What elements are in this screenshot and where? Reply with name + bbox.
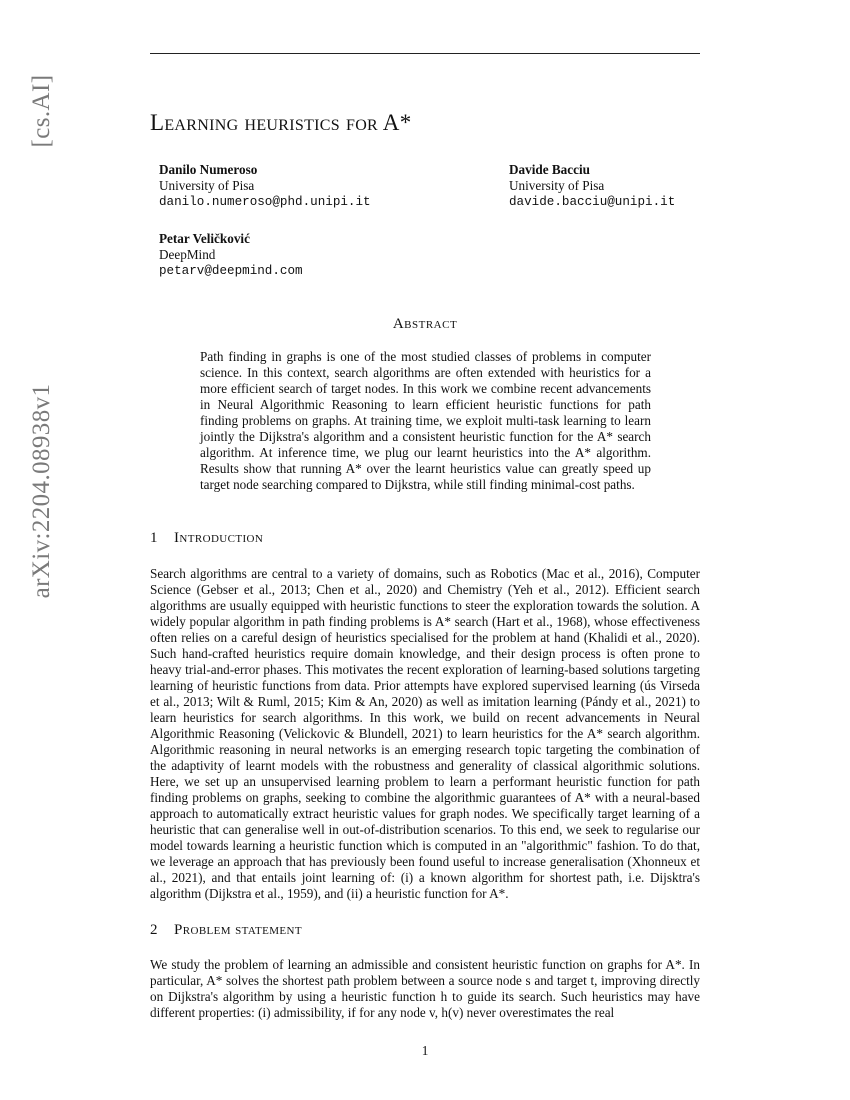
abstract-text: Path finding in graphs is one of the most studied classes of problems in computer science. In this context, search algorithms are often extended with heuristics for a more efficient search of target nodes. In this work we combine recent advancements in Neural Algorithmic Reasoning to learn efficient heuristic functions for path finding problems on graphs. At training time, we exploit multi-task learning to learn jointly the Dijkstra's algorithm and a consistent heuristic function for the A* search algorithm. At inference time, we plug our learnt heuristics into the A* algorithm. Results show that running A* over the learnt heuristics value can greatly speed up target node searching compared to Dijkstra, while still finding minimal-cost paths.: [200, 349, 651, 492]
author-block: [159, 162, 371, 210]
section-title: Problem statement: [174, 922, 303, 938]
author-affiliation: University of Pisa: [509, 178, 605, 193]
section-body: We study the problem of learning an admissible and consistent heuristic function on graphs for A*. In particular, A* solves the shortest path problem between a source node s and target t, improving directly on Dijkstra's algorithm by using a heuristic function h to guide its search. Such heuristics may have different properties: (i) admissibility, if for any node v, h(v) never overestimates the real: [150, 957, 700, 1020]
page-number: 1: [421, 1043, 429, 1058]
author-name: Danilo Numeroso: [159, 162, 258, 177]
author-email: davide.bacciu@unipi.it: [509, 195, 676, 209]
section-heading: [150, 530, 263, 547]
paper-title: Learning heuristics for A*: [150, 110, 412, 135]
section-body: Search algorithms are central to a variety of domains, such as Robotics (Mac et al., 2016), Computer Science (Gebser et al., 2013; Chen et al., 2020) and Chemistry (Yeh et al., 2012). Efficient search algorithms are usually equipped with heuristic functions to steer the exploration towards the solution. A widely popular algorithm in path finding problems is A* search (Hart et al., 1968), whose effectiveness often relies on a careful design of heuristics specialised for the problem at hand (Khalidi et al., 2020). Such hand-crafted heuristics require domain knowledge, and their design process is often prone to heavy trial-and-error phases. This motivates the recent exploration of learning-based solutions targeting learning of heuristic functions from data. Prior attempts have explored supervised learning (ús Virseda et al., 2013; Wilt & Ruml, 2015; Kim & An, 2020) as well as imitation learning (Pándy et al., 2021) to learn heuristics for search algorithms. In this work, we build on recent advancements in Neural Algorithmic Reasoning (Velickovic & Blundell, 2021) to learn heuristics for the A* search algorithm. Algorithmic reasoning in neural networks is an emerging research topic targeting the combination of the adaptivity of learnt models with the robustness and generality of classical algorithmic solutions. Here, we set up an unsupervised learning problem to learn a performant heuristic function for path finding problems on graphs, seeking to combine the algorithmic guarantees of A* with a neural-based approach to automatically extract heuristic values for graph nodes. We specifically target learning of a heuristic that can generalise well in out-of-distribution scenarios. To this end, we seek to regularise our model towards learning a heuristic function which is computed in an "algorithmic" fashion. To do that, we leverage an approach that has previously been found useful to increase generalisation (Xhonneux et al., 2021), and that entails joint learning of: (i) a known algorithm for shortest path, i.e. Dijsktra's algorithm (Dijkstra et al., 1959), and (ii) a heuristic function for A*.: [150, 566, 700, 901]
author-email: petarv@deepmind.com: [159, 264, 303, 278]
author-affiliation: University of Pisa: [159, 178, 255, 193]
section-number: 1: [150, 530, 158, 546]
author-affiliation: DeepMind: [159, 247, 216, 262]
author-name: Davide Bacciu: [509, 162, 590, 177]
arxiv-stamp: [12, 0, 72, 681]
section-heading: [150, 922, 302, 939]
author-email: danilo.numeroso@phd.unipi.it: [159, 195, 371, 209]
arxiv-id: arXiv:2204.08938v1: [28, 383, 55, 599]
arxiv-category: [cs.AI]: [28, 74, 55, 148]
author-block: [509, 162, 675, 210]
abstract-heading: Abstract: [392, 316, 458, 332]
author-name: Petar Veličković: [159, 231, 250, 246]
section-title: Introduction: [174, 530, 264, 546]
header-rule: [150, 53, 700, 54]
section-number: 2: [150, 922, 158, 938]
author-block: [159, 231, 303, 279]
